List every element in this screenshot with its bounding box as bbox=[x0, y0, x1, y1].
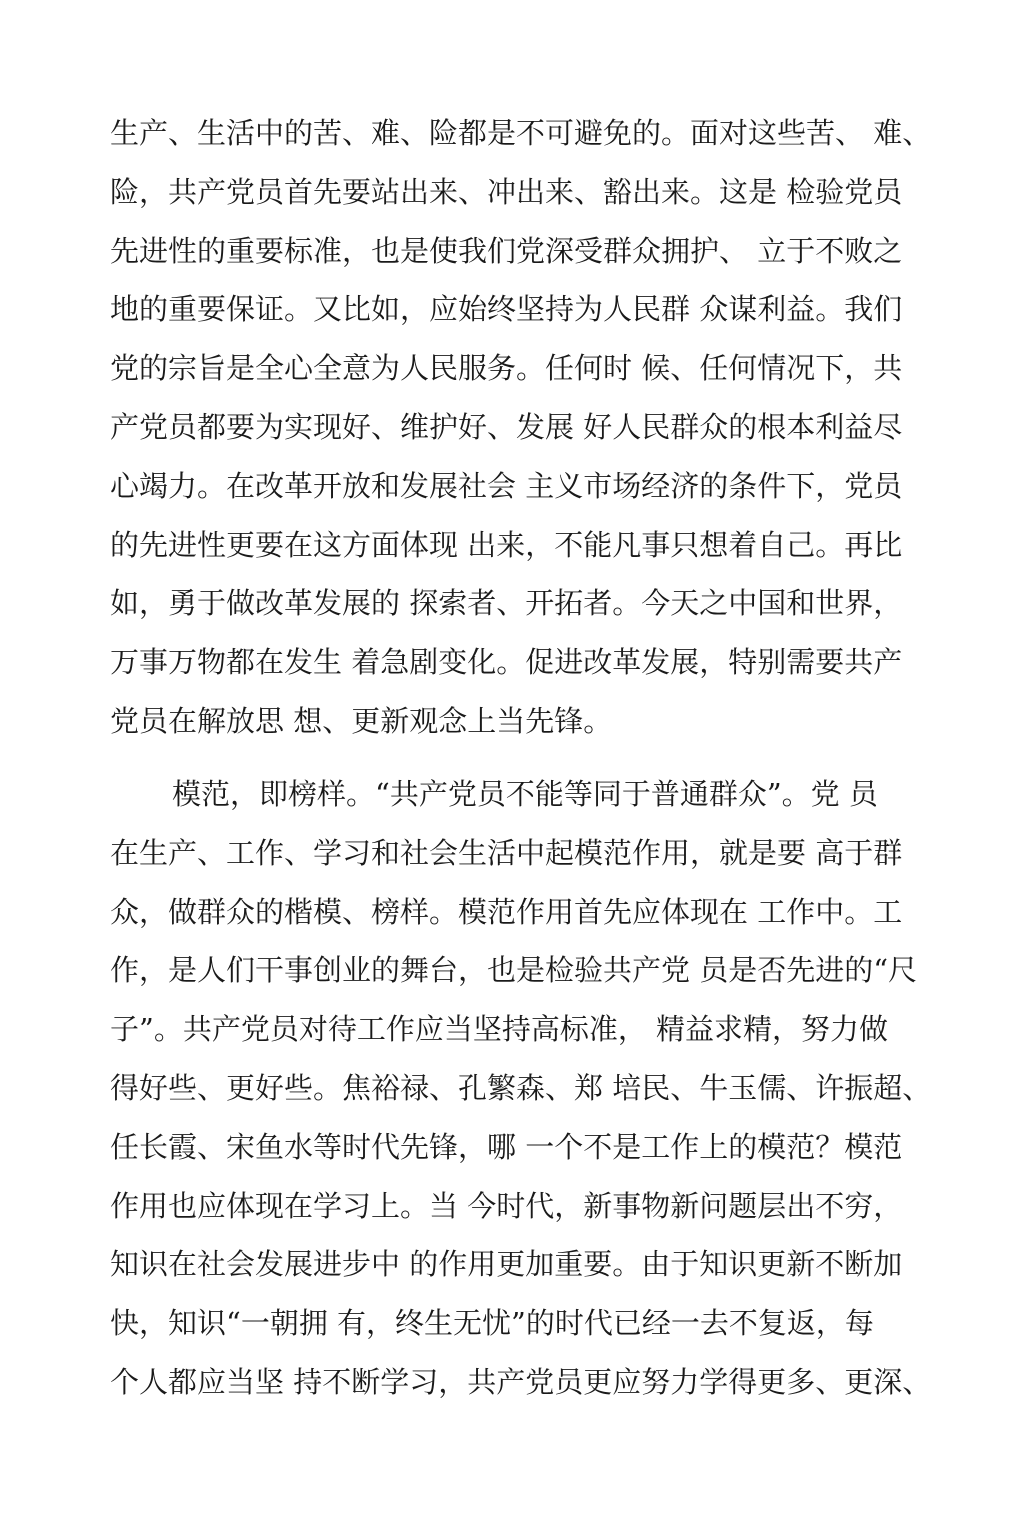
paragraph-1-line: 党员在解放思 想、更新观念上当先锋。 bbox=[110, 703, 613, 738]
paragraph-2-line: 模范，即榜样。“共产党员不能等同于普通群众”。党 员 bbox=[172, 777, 878, 811]
paragraph-1-line: 的先进性更要在这方面体现 出来，不能凡事只想着自己。再比 bbox=[110, 527, 903, 562]
paragraph-2-line: 作用也应体现在学习上。当 今时代，新事物新问题层出不穷， bbox=[110, 1188, 903, 1223]
paragraph-1-line: 心竭力。在改革开放和发展社会 主义市场经济的条件下，党员 bbox=[110, 468, 903, 503]
paragraph-1-line: 如，勇于做改革发展的 探索者、开拓者。今天之中国和世界， bbox=[110, 586, 903, 621]
paragraph-1-line: 产党员都要为实现好、维护好、发展 好人民群众的根本利益尽 bbox=[110, 409, 903, 444]
paragraph-1-line: 地的重要保证。又比如，应始终坚持为人民群 众谋利益。我们 bbox=[110, 292, 903, 327]
paragraph-2-line: 众，做群众的楷模、榜样。模范作用首先应体现在 工作中。工 bbox=[110, 894, 903, 929]
paragraph-1-line: 党的宗旨是全心全意为人民服务。任何时 候、任何情况下，共 bbox=[110, 351, 903, 386]
paragraph-1-line: 生产、生活中的苦、难、险都是不可避免的。面对这些苦、 难、 bbox=[110, 116, 932, 150]
paragraph-1-line: 险，共产党员首先要站出来、冲出来、豁出来。这是 检验党员 bbox=[110, 174, 903, 209]
paragraph-2-line: 任长霞、宋鱼水等时代先锋，哪 一个不是工作上的模范？模范 bbox=[110, 1129, 903, 1164]
paragraph-2 bbox=[110, 765, 930, 1412]
paragraph-2-line: 个人都应当坚 持不断学习，共产党员更应努力学得更多、更深、 bbox=[110, 1364, 932, 1399]
paragraph-1 bbox=[110, 104, 930, 751]
paragraph-1-line: 先进性的重要标准，也是使我们党深受群众拥护、 立于不败之 bbox=[110, 233, 903, 268]
paragraph-2-line: 在生产、工作、学习和社会生活中起模范作用，就是要 高于群 bbox=[110, 835, 903, 870]
paragraph-1-line: 万事万物都在发生 着急剧变化。促进改革发展，特别需要共产 bbox=[110, 645, 903, 680]
paragraph-2-line: 作，是人们干事创业的舞台，也是检验共产党 员是否先进的“尺 bbox=[110, 953, 918, 988]
paragraph-2-line: 知识在社会发展进步中 的作用更加重要。由于知识更新不断加 bbox=[110, 1247, 903, 1282]
paragraph-2-line: 得好些、更好些。焦裕禄、孔繁森、郑 培民、牛玉儒、许振超、 bbox=[110, 1070, 932, 1105]
paragraph-2-line: 快，知识“一朝拥 有，终生无忧”的时代已经一去不复返，每 bbox=[110, 1306, 874, 1341]
paragraph-2-line: 子”。共产党员对待工作应当坚持高标准， 精益求精，努力做 bbox=[110, 1012, 889, 1047]
